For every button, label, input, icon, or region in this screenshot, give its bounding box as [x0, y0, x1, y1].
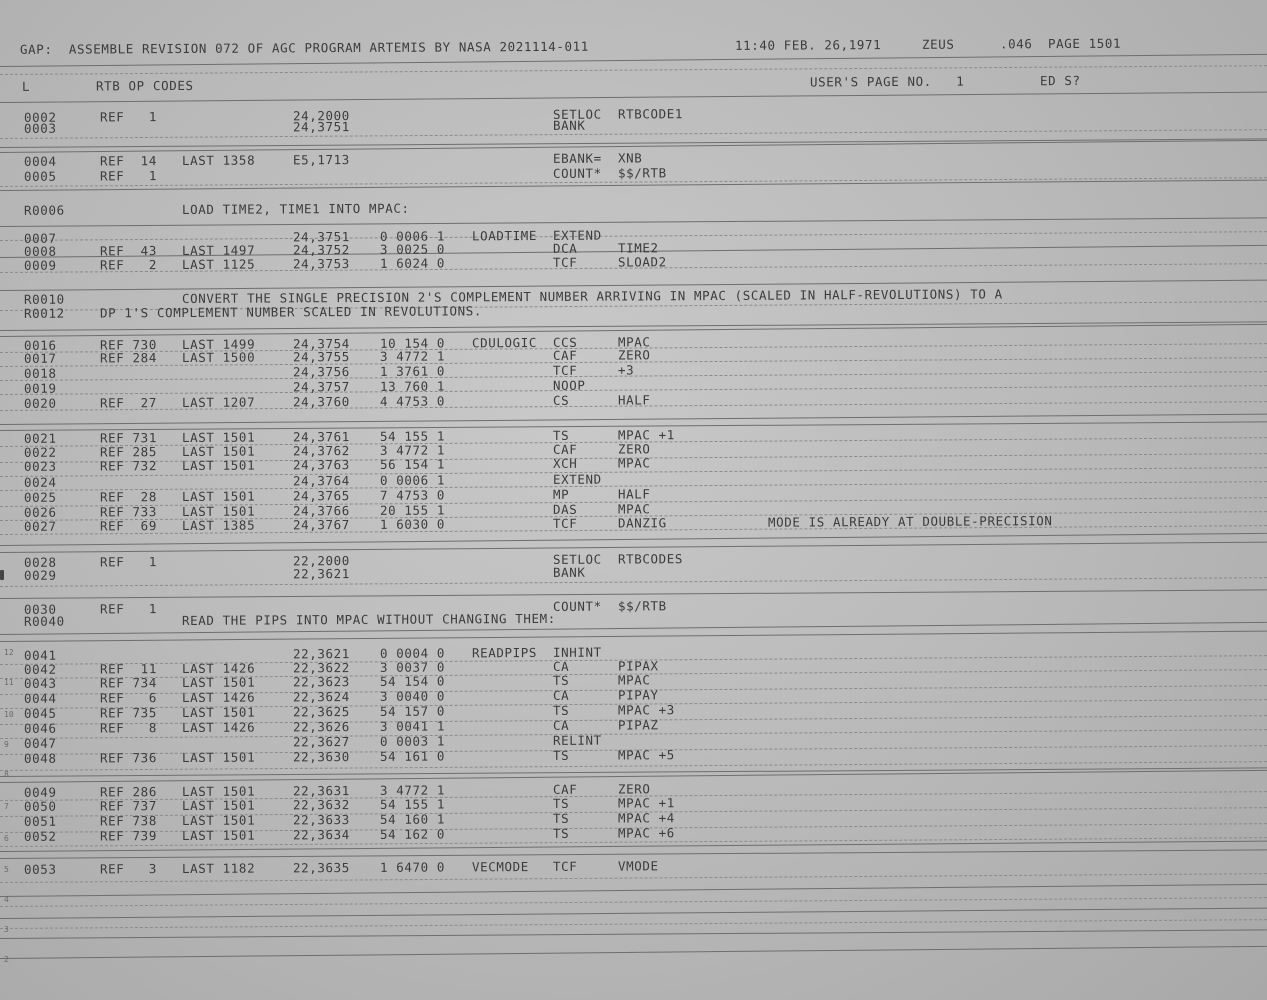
remark-text: DP 1'S COMPLEMENT NUMBER SCALED IN REVOLUTIONS. — [99, 303, 482, 321]
operand: RTBCODES — [617, 551, 684, 567]
last-ref: LAST 1501 — [181, 783, 256, 799]
ref-count: REF 43 — [99, 243, 157, 259]
address: 24,3767 — [292, 517, 350, 533]
ref-count: REF 14 — [99, 153, 157, 169]
octal-word: 3 0025 0 — [379, 241, 446, 257]
line-number: 0047 — [23, 735, 57, 751]
opcode: CA — [552, 717, 570, 733]
opcode: TS — [552, 825, 570, 841]
last-ref: LAST 1426 — [181, 689, 256, 705]
operand: MPAC — [617, 672, 651, 688]
opcode: BANK — [552, 117, 586, 133]
opcode: DCA — [552, 240, 578, 256]
ref-count: REF 734 — [99, 675, 157, 691]
operand: ZERO — [617, 441, 651, 457]
ref-count: REF 736 — [99, 750, 157, 766]
last-ref: LAST 1501 — [181, 429, 256, 445]
margin-number: 6 — [4, 834, 9, 843]
operand: XNB — [617, 150, 643, 166]
line-number: 0025 — [23, 489, 57, 505]
line-number: R0040 — [23, 613, 65, 629]
section-row — [0, 73, 1267, 94]
ref-count: REF 284 — [99, 350, 157, 366]
ref-count: REF 6 — [99, 690, 157, 706]
last-ref: LAST 1125 — [181, 256, 256, 272]
last-ref: LAST 1501 — [181, 503, 256, 519]
ref-count: REF 739 — [99, 828, 157, 844]
section-title: RTB OP CODES — [95, 77, 194, 94]
operand: MPAC — [617, 334, 651, 350]
opcode: CS — [552, 392, 570, 408]
line-number: 0029 — [23, 567, 57, 583]
last-ref: LAST 1501 — [181, 457, 256, 473]
line-number: 0026 — [23, 504, 57, 520]
address: 22,3631 — [292, 783, 350, 799]
operand: MPAC +1 — [617, 795, 675, 811]
address: 24,3765 — [292, 488, 350, 504]
last-ref: LAST 1501 — [181, 812, 256, 828]
opcode: COUNT* — [552, 165, 602, 181]
line-number: R0012 — [23, 305, 65, 321]
label: VECMODE — [471, 859, 529, 875]
operand: MPAC — [617, 455, 651, 471]
operand: MPAC +5 — [617, 747, 675, 763]
last-ref: LAST 1501 — [181, 704, 256, 720]
opcode: DAS — [552, 501, 578, 517]
line-number: R0010 — [23, 291, 65, 307]
listing-row — [0, 197, 1267, 218]
opcode: SETLOC — [552, 551, 602, 567]
operand: PIPAY — [617, 687, 659, 703]
line-number: 0007 — [23, 230, 57, 246]
operand: $$/RTB — [617, 165, 667, 181]
octal-word: 54 154 0 — [379, 673, 446, 689]
octal-word: 13 760 1 — [379, 378, 446, 394]
line-number: 0016 — [23, 337, 57, 353]
last-ref: LAST 1182 — [181, 860, 256, 876]
header-row — [0, 36, 1267, 57]
operand: PIPAZ — [617, 717, 659, 733]
last-ref: LAST 1497 — [181, 242, 256, 258]
last-ref: LAST 1500 — [181, 349, 256, 365]
octal-word: 0 0006 1 — [379, 472, 446, 488]
opcode: TS — [552, 747, 570, 763]
operand: HALF — [617, 392, 651, 408]
opcode: CAF — [552, 781, 578, 797]
ruled-line — [0, 946, 1267, 959]
margin-number: 4 — [4, 895, 9, 904]
line-number: 0053 — [23, 861, 57, 877]
line-number: 0045 — [23, 705, 57, 721]
opcode: BANK — [552, 564, 586, 580]
octal-word: 54 155 1 — [379, 796, 446, 812]
opcode: CCS — [552, 334, 578, 350]
line-number: 0023 — [23, 458, 57, 474]
address: 24,3755 — [292, 349, 350, 365]
line-number: 0046 — [23, 720, 57, 736]
ref-count: REF 1 — [99, 554, 157, 570]
opcode: TCF — [552, 254, 578, 270]
remark-text: LOAD TIME2, TIME1 INTO MPAC: — [181, 200, 410, 217]
opcode: INHINT — [552, 644, 602, 660]
last-ref: LAST 1426 — [181, 719, 256, 735]
operand: MPAC +3 — [617, 702, 675, 718]
octal-word: 3 0041 1 — [379, 718, 446, 734]
ref-count: REF 28 — [99, 489, 157, 505]
octal-word: 1 3761 0 — [379, 363, 446, 379]
address: 24,3761 — [292, 429, 350, 445]
ref-count: REF 286 — [99, 784, 157, 800]
address: 22,2000 — [292, 553, 350, 569]
line-number: 0027 — [23, 518, 57, 534]
opcode: TS — [552, 795, 570, 811]
operand: MPAC — [617, 501, 651, 517]
octal-word: 0 0004 0 — [379, 645, 446, 661]
line-number: 0048 — [23, 750, 57, 766]
operand: HALF — [617, 486, 651, 502]
opcode: EXTEND — [552, 227, 602, 243]
line-number: 0030 — [23, 601, 57, 617]
octal-word: 56 154 1 — [379, 456, 446, 472]
ruled-line — [0, 92, 1267, 103]
opcode: RELINT — [552, 732, 602, 748]
ruled-line — [0, 884, 1267, 897]
system-name: ZEUS — [921, 36, 955, 52]
address: 24,3751 — [292, 229, 350, 245]
octal-word: 4 4753 0 — [379, 393, 446, 409]
opcode: EXTEND — [552, 471, 602, 487]
line-number: 0050 — [23, 798, 57, 814]
last-ref: LAST 1501 — [181, 674, 256, 690]
operand: SLOAD2 — [617, 254, 667, 270]
octal-word: 3 4772 1 — [379, 348, 446, 364]
last-ref: LAST 1501 — [181, 443, 256, 459]
last-ref: LAST 1499 — [181, 336, 256, 352]
address: 22,3626 — [292, 719, 350, 735]
line-number: 0005 — [23, 168, 57, 184]
line-number: 0041 — [23, 647, 57, 663]
octal-word: 1 6030 0 — [379, 516, 446, 532]
address: 24,3757 — [292, 379, 350, 395]
octal-word: 7 4753 0 — [379, 487, 446, 503]
line-number: 0018 — [23, 365, 57, 381]
opcode: TS — [552, 427, 570, 443]
last-ref: LAST 1358 — [181, 152, 256, 168]
remark-text: CONVERT THE SINGLE PRECISION 2'S COMPLEMENT NUMBER ARRIVING IN MPAC (SCALED IN HALF-REVOLUTIONS) TO A — [181, 286, 1003, 306]
timestamp: 11:40 FEB. 26,1971 — [734, 37, 882, 53]
opcode: CAF — [552, 347, 578, 363]
opcode: XCH — [552, 455, 578, 471]
operand: TIME2 — [617, 240, 659, 256]
address: 24,3756 — [292, 364, 350, 380]
ref-count: REF 69 — [99, 518, 157, 534]
operand: VMODE — [617, 858, 659, 874]
operand: ZERO — [617, 781, 651, 797]
address: 22,3632 — [292, 797, 350, 813]
opcode: EBANK= — [552, 150, 602, 166]
ref-count: REF 1 — [99, 168, 157, 184]
line-number: 0004 — [23, 153, 57, 169]
address: 22,3624 — [292, 689, 350, 705]
opcode: TS — [552, 810, 570, 826]
users-page: USER'S PAGE NO. 1 — [809, 73, 965, 90]
last-ref: LAST 1501 — [181, 749, 256, 765]
opcode: TCF — [552, 362, 578, 378]
octal-word: 54 162 0 — [379, 826, 446, 842]
last-ref: LAST 1385 — [181, 517, 256, 533]
opcode: MP — [552, 486, 570, 502]
address: 24,3753 — [292, 256, 350, 272]
ref-count: REF 2 — [99, 257, 157, 273]
line-number: 0002 — [23, 109, 57, 125]
octal-word: 54 157 0 — [379, 703, 446, 719]
line-number: 0022 — [23, 444, 57, 460]
page-number: PAGE 1501 — [1047, 35, 1122, 52]
octal-word: 10 154 0 — [379, 335, 446, 351]
address: 24,2000 — [292, 108, 350, 124]
address: 24,3766 — [292, 503, 350, 519]
octal-word: 3 0037 0 — [379, 659, 446, 675]
last-ref: LAST 1501 — [181, 488, 256, 504]
line-number: 0028 — [23, 554, 57, 570]
last-ref: LAST 1426 — [181, 660, 256, 676]
address: 22,3621 — [292, 566, 350, 582]
line-number: 0051 — [23, 813, 57, 829]
margin-number: 12 — [4, 648, 14, 657]
address: 24,3763 — [292, 457, 350, 473]
opcode: CAF — [552, 441, 578, 457]
operand: RTBCODE1 — [617, 106, 684, 122]
ruled-line — [0, 908, 1267, 919]
ref-count: REF 732 — [99, 458, 157, 474]
address: 24,3762 — [292, 443, 350, 459]
last-ref: LAST 1207 — [181, 394, 256, 410]
opcode: TS — [552, 672, 570, 688]
address: 22,3634 — [292, 827, 350, 843]
address: 24,3751 — [292, 119, 350, 135]
margin-number: 2 — [4, 955, 9, 964]
address: 24,3760 — [292, 394, 350, 410]
address: 24,3752 — [292, 242, 350, 258]
address: 22,3635 — [292, 860, 350, 876]
section-letter: L — [21, 78, 31, 94]
opcode: NOOP — [552, 377, 586, 393]
opcode: SETLOC — [552, 106, 602, 122]
line-number: 0049 — [23, 784, 57, 800]
line-number: 0044 — [23, 690, 57, 706]
comment: MODE IS ALREADY AT DOUBLE-PRECISION — [767, 513, 1053, 530]
address: 22,3625 — [292, 704, 350, 720]
last-ref: LAST 1501 — [181, 827, 256, 843]
margin-number: 11 — [4, 678, 14, 687]
octal-word: 3 4772 1 — [379, 442, 446, 458]
revision-code: .046 — [999, 36, 1033, 52]
address: E5,1713 — [292, 152, 350, 168]
margin-number: 5 — [4, 865, 9, 874]
line-number: 0008 — [23, 243, 57, 259]
line-number: R0006 — [23, 202, 65, 218]
octal-word: 54 155 1 — [379, 428, 446, 444]
operand: MPAC +4 — [617, 810, 675, 826]
label: LOADTIME — [471, 228, 538, 244]
line-number: 0003 — [23, 120, 57, 136]
label: READPIPS — [471, 645, 538, 661]
operand: +3 — [617, 362, 635, 378]
line-number: 0021 — [23, 430, 57, 446]
line-number: 0017 — [23, 350, 57, 366]
address: 22,3630 — [292, 749, 350, 765]
margin-number: 9 — [4, 740, 9, 749]
line-number: 0052 — [23, 828, 57, 844]
octal-word: 1 6024 0 — [379, 255, 446, 271]
address: 22,3621 — [292, 646, 350, 662]
ref-count: REF 737 — [99, 798, 157, 814]
ruled-line — [0, 929, 1267, 939]
octal-word: 54 160 1 — [379, 811, 446, 827]
address: 24,3764 — [292, 473, 350, 489]
label: CDULOGIC — [471, 335, 538, 351]
ref-count: REF 735 — [99, 705, 157, 721]
line-number: 0043 — [23, 675, 57, 691]
operand: DANZIG — [617, 515, 667, 531]
ref-count: REF 285 — [99, 444, 157, 460]
ref-count: REF 738 — [99, 813, 157, 829]
ref-count: REF 730 — [99, 337, 157, 353]
line-number: 0042 — [23, 661, 57, 677]
octal-word: 0 0006 1 — [379, 228, 446, 244]
ref-count: REF 11 — [99, 661, 157, 677]
address: 22,3622 — [292, 660, 350, 676]
ref-count: REF 8 — [99, 720, 157, 736]
opcode: CA — [552, 687, 570, 703]
address: 22,3627 — [292, 734, 350, 750]
octal-word: 3 0040 0 — [379, 688, 446, 704]
ref-count: REF 733 — [99, 504, 157, 520]
line-number: 0024 — [23, 474, 57, 490]
line-number: 0009 — [23, 257, 57, 273]
margin-number: 8 — [4, 770, 9, 779]
last-ref: LAST 1501 — [181, 797, 256, 813]
opcode: TCF — [552, 515, 578, 531]
margin-number: 3 — [4, 925, 9, 934]
opcode: COUNT* — [552, 598, 602, 614]
operand: $$/RTB — [617, 598, 667, 614]
remark-text: READ THE PIPS INTO MPAC WITHOUT CHANGING THEM: — [181, 610, 556, 628]
octal-word: 20 155 1 — [379, 502, 446, 518]
operand: MPAC +6 — [617, 825, 675, 841]
address: 22,3623 — [292, 674, 350, 690]
line-number: 0020 — [23, 395, 57, 411]
operand: MPAC +1 — [617, 427, 675, 443]
opcode: TCF — [552, 858, 578, 874]
address: 24,3754 — [292, 336, 350, 352]
operand: ZERO — [617, 347, 651, 363]
ref-count: REF 27 — [99, 395, 157, 411]
operand: PIPAX — [617, 658, 659, 674]
octal-word: 0 0003 1 — [379, 733, 446, 749]
octal-word: 1 6470 0 — [379, 859, 446, 875]
ref-count: REF 731 — [99, 430, 157, 446]
program-header: GAP: ASSEMBLE REVISION 072 OF AGC PROGRAM ARTEMIS BY NASA 2021114-011 — [19, 38, 589, 57]
octal-word: 3 4772 1 — [379, 782, 446, 798]
opcode: TS — [552, 702, 570, 718]
address: 22,3633 — [292, 812, 350, 828]
ref-count: REF 3 — [99, 861, 157, 877]
dashed-line — [0, 897, 1267, 907]
margin-number: 7 — [4, 802, 9, 811]
line-number: 0019 — [23, 380, 57, 396]
margin-number: 10 — [4, 710, 14, 719]
octal-word: 54 161 0 — [379, 748, 446, 764]
ref-count: REF 1 — [99, 109, 157, 125]
dashed-line — [0, 919, 1267, 929]
opcode: CA — [552, 658, 570, 674]
ed-mark: ED S? — [1039, 72, 1081, 89]
ref-count: REF 1 — [99, 601, 157, 617]
